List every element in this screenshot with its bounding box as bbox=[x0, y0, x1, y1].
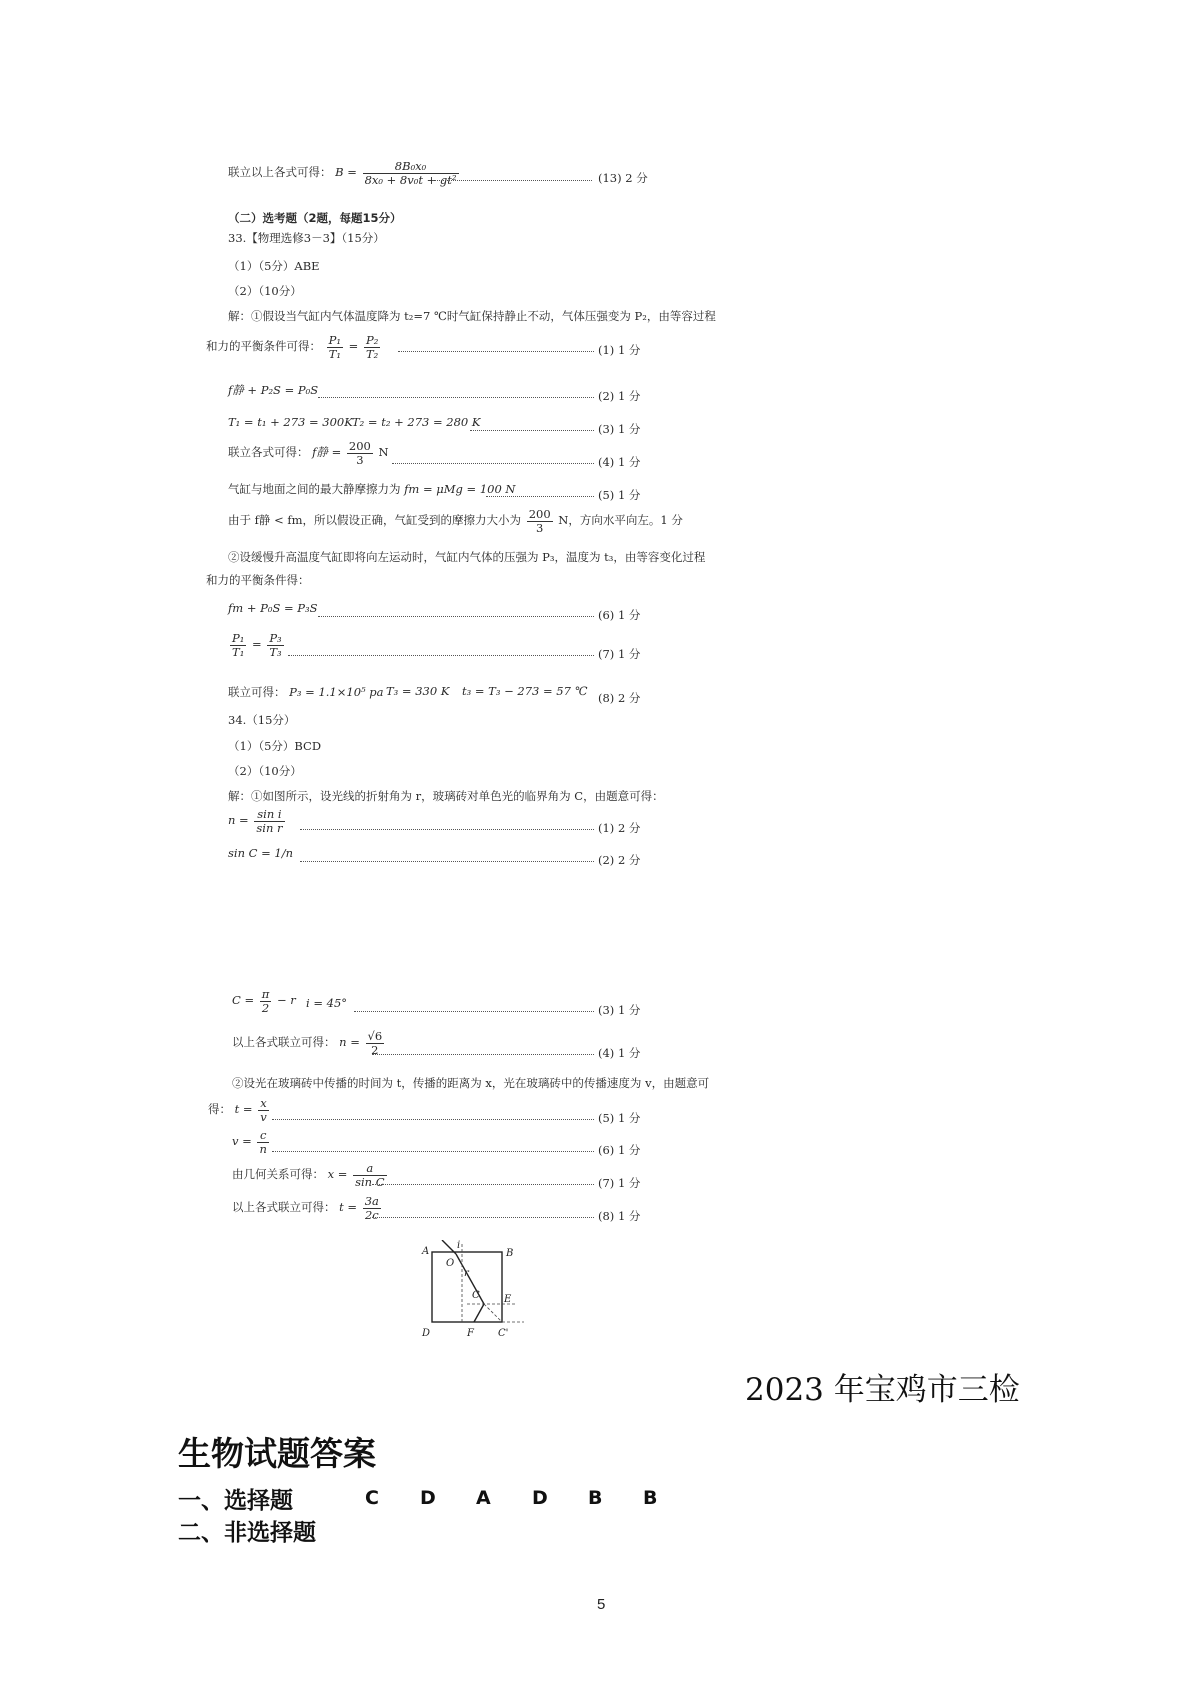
q34-eq4-prefix: 以上各式联立可得： bbox=[232, 1035, 336, 1050]
biology-title: 生物试题答案 bbox=[178, 1434, 376, 1473]
q34-part2: （2）（10分） bbox=[228, 764, 302, 778]
label-r: r bbox=[464, 1268, 469, 1279]
q33-eq8-n2: P₃ bbox=[269, 631, 282, 645]
q33-eq3-b: T₂ = t₂ + 273 = 280 K bbox=[352, 415, 481, 429]
extension-line bbox=[484, 1304, 502, 1322]
q33-eq7-score: (6) 1 分 bbox=[598, 608, 641, 622]
q33-eq9-prefix: 联立可得： bbox=[228, 685, 286, 699]
q34-sol1-line1: 解：①如图所示，设光线的折射角为 r，玻璃砖对单色光的临界角为 C，由题意可得： bbox=[228, 789, 664, 803]
q34-sol2-line1: ②设光在玻璃砖中传播的时间为 t，传播的距离为 x，光在玻璃砖中的传播速度为 v，由题意可 bbox=[232, 1076, 710, 1090]
choice-answer-1: C bbox=[365, 1487, 379, 1509]
q34-eq1-den: sin r bbox=[256, 820, 283, 835]
q33-eq1-d1: T₁ bbox=[328, 346, 341, 361]
q33-eq9-score: (8) 2 分 bbox=[598, 691, 641, 705]
leader-dots bbox=[354, 1011, 594, 1012]
leader-dots bbox=[392, 463, 594, 464]
q33-eq8-n1: P₁ bbox=[232, 631, 245, 645]
q33-eq4-unit: N bbox=[378, 445, 389, 460]
q34-eq5-prefix: 得： bbox=[208, 1102, 231, 1117]
q34-eq3-lhs: C = bbox=[232, 993, 255, 1008]
year-title: 2023 年宝鸡市三检 bbox=[745, 1372, 1020, 1408]
q34-eq6-lhs: v = bbox=[232, 1134, 252, 1149]
refracted-ray bbox=[456, 1254, 484, 1304]
leader-dots bbox=[288, 655, 594, 656]
q33-eq4-prefix: 联立各式可得： bbox=[228, 445, 309, 460]
q33-sol1-line1: 解：①假设当气缸内气体温度降为 t₂=7 ℃时气缸保持静止不动，气体压强变为 P₂，由等容过程 bbox=[228, 309, 716, 323]
q33-eq8-d2: T₃ bbox=[269, 644, 282, 659]
label-D: D bbox=[422, 1328, 431, 1339]
q33-sol2-line1: ②设缓慢升高温度气缸即将向左运动时，气缸内气体的压强为 P₃，温度为 t₃，由等容变化过程 bbox=[228, 550, 706, 564]
choice-answer-5: B bbox=[588, 1487, 603, 1509]
q34-eq2: sin C = 1/n bbox=[228, 846, 293, 860]
leader-dots bbox=[300, 861, 594, 862]
q34-eq8-prefix: 以上各式联立可得： bbox=[232, 1200, 336, 1215]
q33-eq4-lhs: f静 = bbox=[312, 445, 342, 460]
q33-eq5 bbox=[228, 481, 516, 497]
q34-eq6-frac bbox=[257, 1129, 268, 1155]
q34-eq3-b: i = 45° bbox=[306, 996, 348, 1010]
leader-dots bbox=[398, 351, 594, 352]
choice-heading: 一、选择题 bbox=[178, 1488, 293, 1514]
q34-eq1-score: (1) 2 分 bbox=[598, 821, 641, 835]
q34-eq3-score: (3) 1 分 bbox=[598, 1003, 641, 1017]
section-heading: （二）选考题（2题，每题15分） bbox=[228, 211, 402, 225]
leader-dots bbox=[486, 496, 594, 497]
label-O: O bbox=[446, 1258, 455, 1269]
q33-eq1-frac1 bbox=[327, 334, 343, 360]
q34-eq5-den: v bbox=[260, 1109, 267, 1124]
glass-block-figure bbox=[412, 1240, 552, 1350]
q34-eq3 bbox=[232, 988, 296, 1014]
q33-eq8-d1: T₁ bbox=[232, 644, 245, 659]
q34-eq2-score: (2) 2 分 bbox=[598, 853, 641, 867]
leader-dots bbox=[318, 397, 594, 398]
q33-eq9 bbox=[228, 684, 384, 700]
q33-eq6 bbox=[228, 508, 683, 534]
q34-eq1-num: sin i bbox=[254, 808, 284, 822]
q33-eq5-expr: fm = μMg = 100 N bbox=[404, 482, 516, 496]
q33-eq8 bbox=[228, 632, 286, 658]
q33-eq4-den: 3 bbox=[356, 452, 364, 467]
q33-eq1-n2: P₂ bbox=[365, 333, 379, 347]
q34-eq3-frac bbox=[260, 988, 272, 1014]
q33-eq5-prefix: 气缸与地面之间的最大静摩擦力为 bbox=[228, 482, 401, 496]
page-number: 5 bbox=[597, 1596, 606, 1613]
choice-answer-6: B bbox=[643, 1487, 658, 1509]
eq13-fraction bbox=[363, 160, 459, 186]
q34-eq8-num: 3a bbox=[364, 1194, 379, 1208]
q34-eq5 bbox=[208, 1097, 271, 1123]
q34-eq1 bbox=[228, 808, 287, 834]
q34-eq6 bbox=[232, 1129, 271, 1155]
leader-dots bbox=[372, 1184, 594, 1185]
q33-eq4 bbox=[228, 440, 389, 466]
q34-eq5-frac bbox=[258, 1097, 269, 1123]
label-C-prime: C' bbox=[498, 1328, 509, 1339]
label-F: F bbox=[467, 1328, 474, 1339]
q33-eq8-frac1 bbox=[230, 632, 246, 658]
q33-sol2-line2: 和力的平衡条件得： bbox=[206, 573, 310, 587]
q33-eq9-c: t₃ = T₃ − 273 = 57 ℃ bbox=[462, 684, 588, 698]
q34-eq3-num: π bbox=[261, 987, 270, 1001]
q34-eq8-score: (8) 1 分 bbox=[598, 1209, 641, 1223]
label-i: i bbox=[457, 1240, 461, 1251]
q33-eq8-frac2 bbox=[267, 632, 283, 658]
q34-eq4-den: 2 bbox=[371, 1042, 379, 1057]
q33-eq5-score: (5) 1 分 bbox=[598, 488, 641, 502]
q34-eq8 bbox=[232, 1195, 383, 1221]
q34-eq4-num: √6 bbox=[367, 1029, 383, 1043]
eq13-line bbox=[228, 160, 461, 186]
q33-heading: 33.【物理选修3－3】（15分） bbox=[228, 231, 385, 245]
label-A: A bbox=[422, 1246, 430, 1257]
choice-answer-3: A bbox=[476, 1487, 491, 1509]
q33-eq1-n1: P₁ bbox=[328, 333, 342, 347]
q33-eq8-eq: = bbox=[252, 637, 262, 652]
q33-sol1-line2: 和力的平衡条件可得： bbox=[206, 339, 321, 354]
choice-answer-2: D bbox=[420, 1487, 436, 1509]
q33-eq3-a: T₁ = t₁ + 273 = 300K bbox=[228, 415, 353, 429]
q34-eq3-den: 2 bbox=[261, 1000, 270, 1015]
label-Cangle: C bbox=[472, 1290, 480, 1301]
q34-eq4-frac bbox=[366, 1030, 385, 1056]
q33-eq9-b: T₃ = 330 K bbox=[386, 684, 450, 698]
q33-eq6-num: 200 bbox=[528, 507, 551, 521]
q33-eq9-a: P₃ = 1.1×10⁵ pa bbox=[289, 685, 384, 699]
eq13-den: 8x₀ + 8v₀t + gt² bbox=[364, 172, 457, 187]
q33-eq6-frac bbox=[527, 508, 553, 534]
q34-eq1-frac bbox=[254, 808, 284, 834]
q34-eq7-score: (7) 1 分 bbox=[598, 1176, 641, 1190]
leader-dots bbox=[272, 1119, 594, 1120]
q33-eq1-score: (1) 1 分 bbox=[598, 343, 641, 357]
q34-eq8-den: 2c bbox=[364, 1207, 379, 1222]
q33-eq4-frac bbox=[347, 440, 373, 466]
q34-eq3-tail: − r bbox=[276, 993, 296, 1008]
q34-eq8-lhs: t = bbox=[339, 1200, 358, 1215]
q33-eq3-score: (3) 1 分 bbox=[598, 422, 641, 436]
leader-dots bbox=[300, 829, 594, 830]
eq13-score: (13) 2 分 bbox=[598, 171, 648, 185]
q34-eq5-num: x bbox=[260, 1096, 267, 1110]
q33-eq1-frac2 bbox=[364, 334, 380, 360]
choice-answer-4: D bbox=[532, 1487, 548, 1509]
q34-eq6-num: c bbox=[257, 1129, 268, 1143]
q34-eq7-lhs: x = bbox=[327, 1167, 348, 1182]
q34-eq4-lhs: n = bbox=[339, 1035, 360, 1050]
label-B: B bbox=[506, 1248, 514, 1259]
leader-dots bbox=[318, 616, 594, 617]
q34-part1: （1）（5分）BCD bbox=[228, 739, 322, 753]
q33-eq8-score: (7) 1 分 bbox=[598, 647, 641, 661]
q33-eq4-score: (4) 1 分 bbox=[598, 455, 641, 469]
leader-dots bbox=[372, 1217, 594, 1218]
q33-eq6-b: N，方向水平向左。1 分 bbox=[558, 513, 683, 528]
q34-eq7 bbox=[232, 1162, 389, 1188]
q34-eq4-score: (4) 1 分 bbox=[598, 1046, 641, 1060]
eq13-prefix: 联立以上各式可得： bbox=[228, 165, 332, 180]
q33-part2: （2）（10分） bbox=[228, 284, 302, 298]
q33-eq7: fm + P₀S = P₃S bbox=[228, 601, 318, 615]
q34-eq7-prefix: 由几何关系可得： bbox=[232, 1167, 324, 1182]
q33-part1: （1）（5分）ABE bbox=[228, 259, 320, 273]
eq13-num: 8B₀x₀ bbox=[363, 160, 459, 174]
q34-eq6-score: (6) 1 分 bbox=[598, 1143, 641, 1157]
nonchoice-heading: 二、非选择题 bbox=[178, 1520, 316, 1546]
q34-heading: 34.（15分） bbox=[228, 713, 296, 727]
leader-dots bbox=[272, 1151, 594, 1152]
q33-eq6-den: 3 bbox=[536, 520, 544, 535]
q34-eq1-lhs: n = bbox=[228, 813, 249, 828]
leader-dots bbox=[470, 430, 594, 431]
reflected-ray bbox=[474, 1304, 484, 1322]
leader-dots bbox=[372, 1054, 594, 1055]
q33-eq1-eq: = bbox=[348, 339, 359, 354]
q33-eq6-a: 由于 f静 < fm，所以假设正确，气缸受到的摩擦力大小为 bbox=[228, 513, 522, 528]
q34-eq4 bbox=[232, 1030, 386, 1056]
q33-eq2: f静 + P₂S = P₀S bbox=[228, 383, 319, 397]
q34-eq7-num: a bbox=[353, 1162, 386, 1176]
q33-eq2-score: (2) 1 分 bbox=[598, 389, 641, 403]
q33-eq1 bbox=[206, 334, 382, 360]
label-E: E bbox=[504, 1294, 512, 1305]
q34-eq5-score: (5) 1 分 bbox=[598, 1111, 641, 1125]
eq13-lhs: B = bbox=[335, 165, 357, 180]
leader-dots bbox=[432, 180, 592, 181]
q33-eq1-d2: T₂ bbox=[366, 346, 379, 361]
q34-eq7-den: sin C bbox=[355, 1174, 385, 1189]
q33-eq4-num: 200 bbox=[348, 439, 371, 453]
q34-eq5-lhs: t = bbox=[234, 1102, 253, 1117]
q34-eq6-den: n bbox=[259, 1141, 267, 1156]
